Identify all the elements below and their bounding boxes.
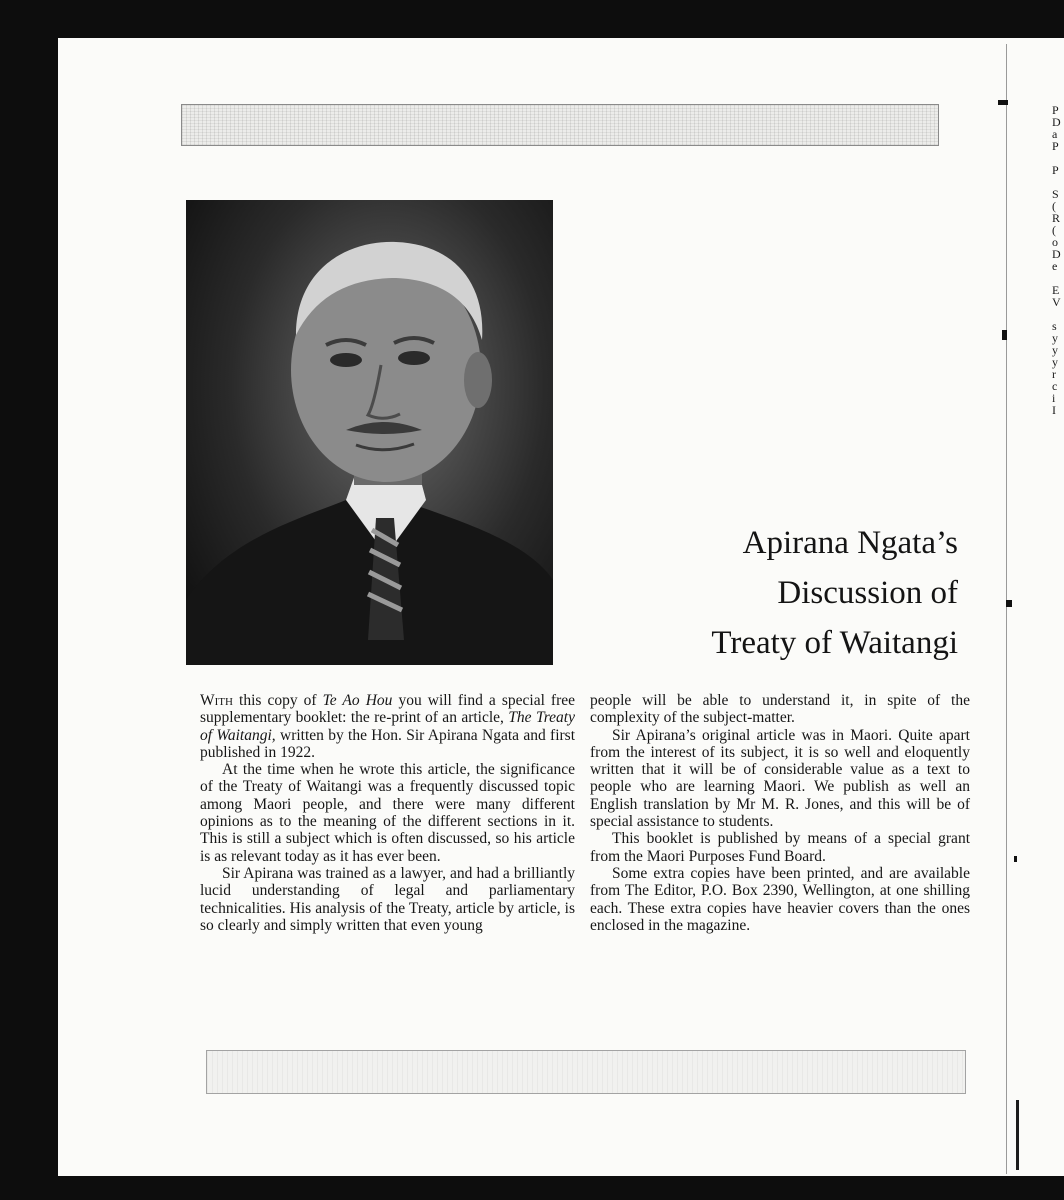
margin-letter: s (1052, 319, 1057, 333)
margin-letter: y (1052, 343, 1058, 357)
text-run: written by the Hon. Sir Apirana Ngata and first published in 1922. (200, 726, 576, 761)
portrait-photo (186, 200, 553, 665)
margin-letter: a (1052, 127, 1058, 141)
margin-letter: E (1052, 283, 1060, 297)
bottom-decorative-band (206, 1050, 966, 1094)
ink-speck (1014, 856, 1017, 862)
paragraph: This booklet is published by means of a special grant from the Maori Purposes Fund Board. (590, 830, 970, 865)
page-edge (1006, 44, 1007, 1174)
margin-letter: R (1052, 211, 1061, 225)
margin-letter: P (1052, 139, 1059, 153)
margin-letter: ( (1052, 199, 1056, 213)
margin-letter: o (1052, 235, 1058, 249)
margin-letter: D (1052, 247, 1061, 261)
adjacent-page-fragment (1052, 104, 1064, 416)
ink-speck (1002, 330, 1007, 340)
left-column (200, 692, 575, 934)
margin-letter: P (1052, 104, 1059, 117)
margin-letter: c (1052, 379, 1058, 393)
lead-word: With (200, 692, 233, 709)
right-column (590, 692, 970, 934)
title-line-1: Apirana Ngata’s (742, 525, 958, 561)
margin-letter: I (1052, 403, 1056, 416)
margin-letter: ( (1052, 223, 1056, 237)
text-run: you will find a special free supplementary booklet: the re-print of an article, (200, 692, 576, 727)
margin-letter: V (1052, 295, 1061, 309)
paragraph (200, 692, 575, 761)
margin-letter: y (1052, 355, 1058, 369)
page-edge-shadow (1016, 1100, 1019, 1170)
ink-speck (1006, 600, 1012, 607)
margin-letter: P (1052, 163, 1059, 177)
article-title (711, 518, 958, 668)
top-decorative-band (181, 104, 939, 146)
paragraph: Some extra copies have been printed, and are available from The Editor, P.O. Box 2390, Wellington, at one shilling each. These extra copies have heavier covers than the ones enclosed in the magazine. (590, 864, 970, 934)
magazine-title: Te Ao Hou (322, 692, 393, 709)
text-run: this copy of (232, 692, 323, 709)
margin-letter: i (1052, 391, 1056, 405)
booklet-title: The Treaty of Waitangi, (200, 709, 575, 744)
portrait-illustration (186, 200, 553, 665)
paragraph: Sir Apirana’s original article was in Maori. Quite apart from the interest of its subject, it is so well and eloquently written that it will be of considerable value as a text to people who are learning Maori. We publish as well an English translation by Mr M. R. Jones, and this will be of special assistance to students. (590, 726, 970, 831)
paragraph: Sir Apirana was trained as a lawyer, and had a brilliantly lucid understanding of legal and parliamentary technicalities. His analysis of the Treaty, article by article, is so clearly and simply written that even young (200, 864, 575, 934)
margin-letter: S (1052, 187, 1059, 201)
margin-letter: y (1052, 331, 1058, 345)
ink-speck (998, 100, 1008, 105)
title-line-3: Treaty of Waitangi (711, 625, 958, 661)
margin-letter: e (1052, 259, 1058, 273)
margin-letter: D (1052, 115, 1061, 129)
title-line-2: Discussion of (777, 575, 958, 611)
paragraph: people will be able to understand it, in spite of the complexity of the subject-matter. (590, 692, 970, 727)
margin-letter: r (1052, 367, 1056, 381)
paragraph: At the time when he wrote this article, the significance of the Treaty of Waitangi was a frequently discussed topic among Maori people, and there were many different opinions as to the meaning of the different sections in it. This is still a subject which is often discussed, so his article is as relevant today as it has ever been. (200, 761, 575, 865)
